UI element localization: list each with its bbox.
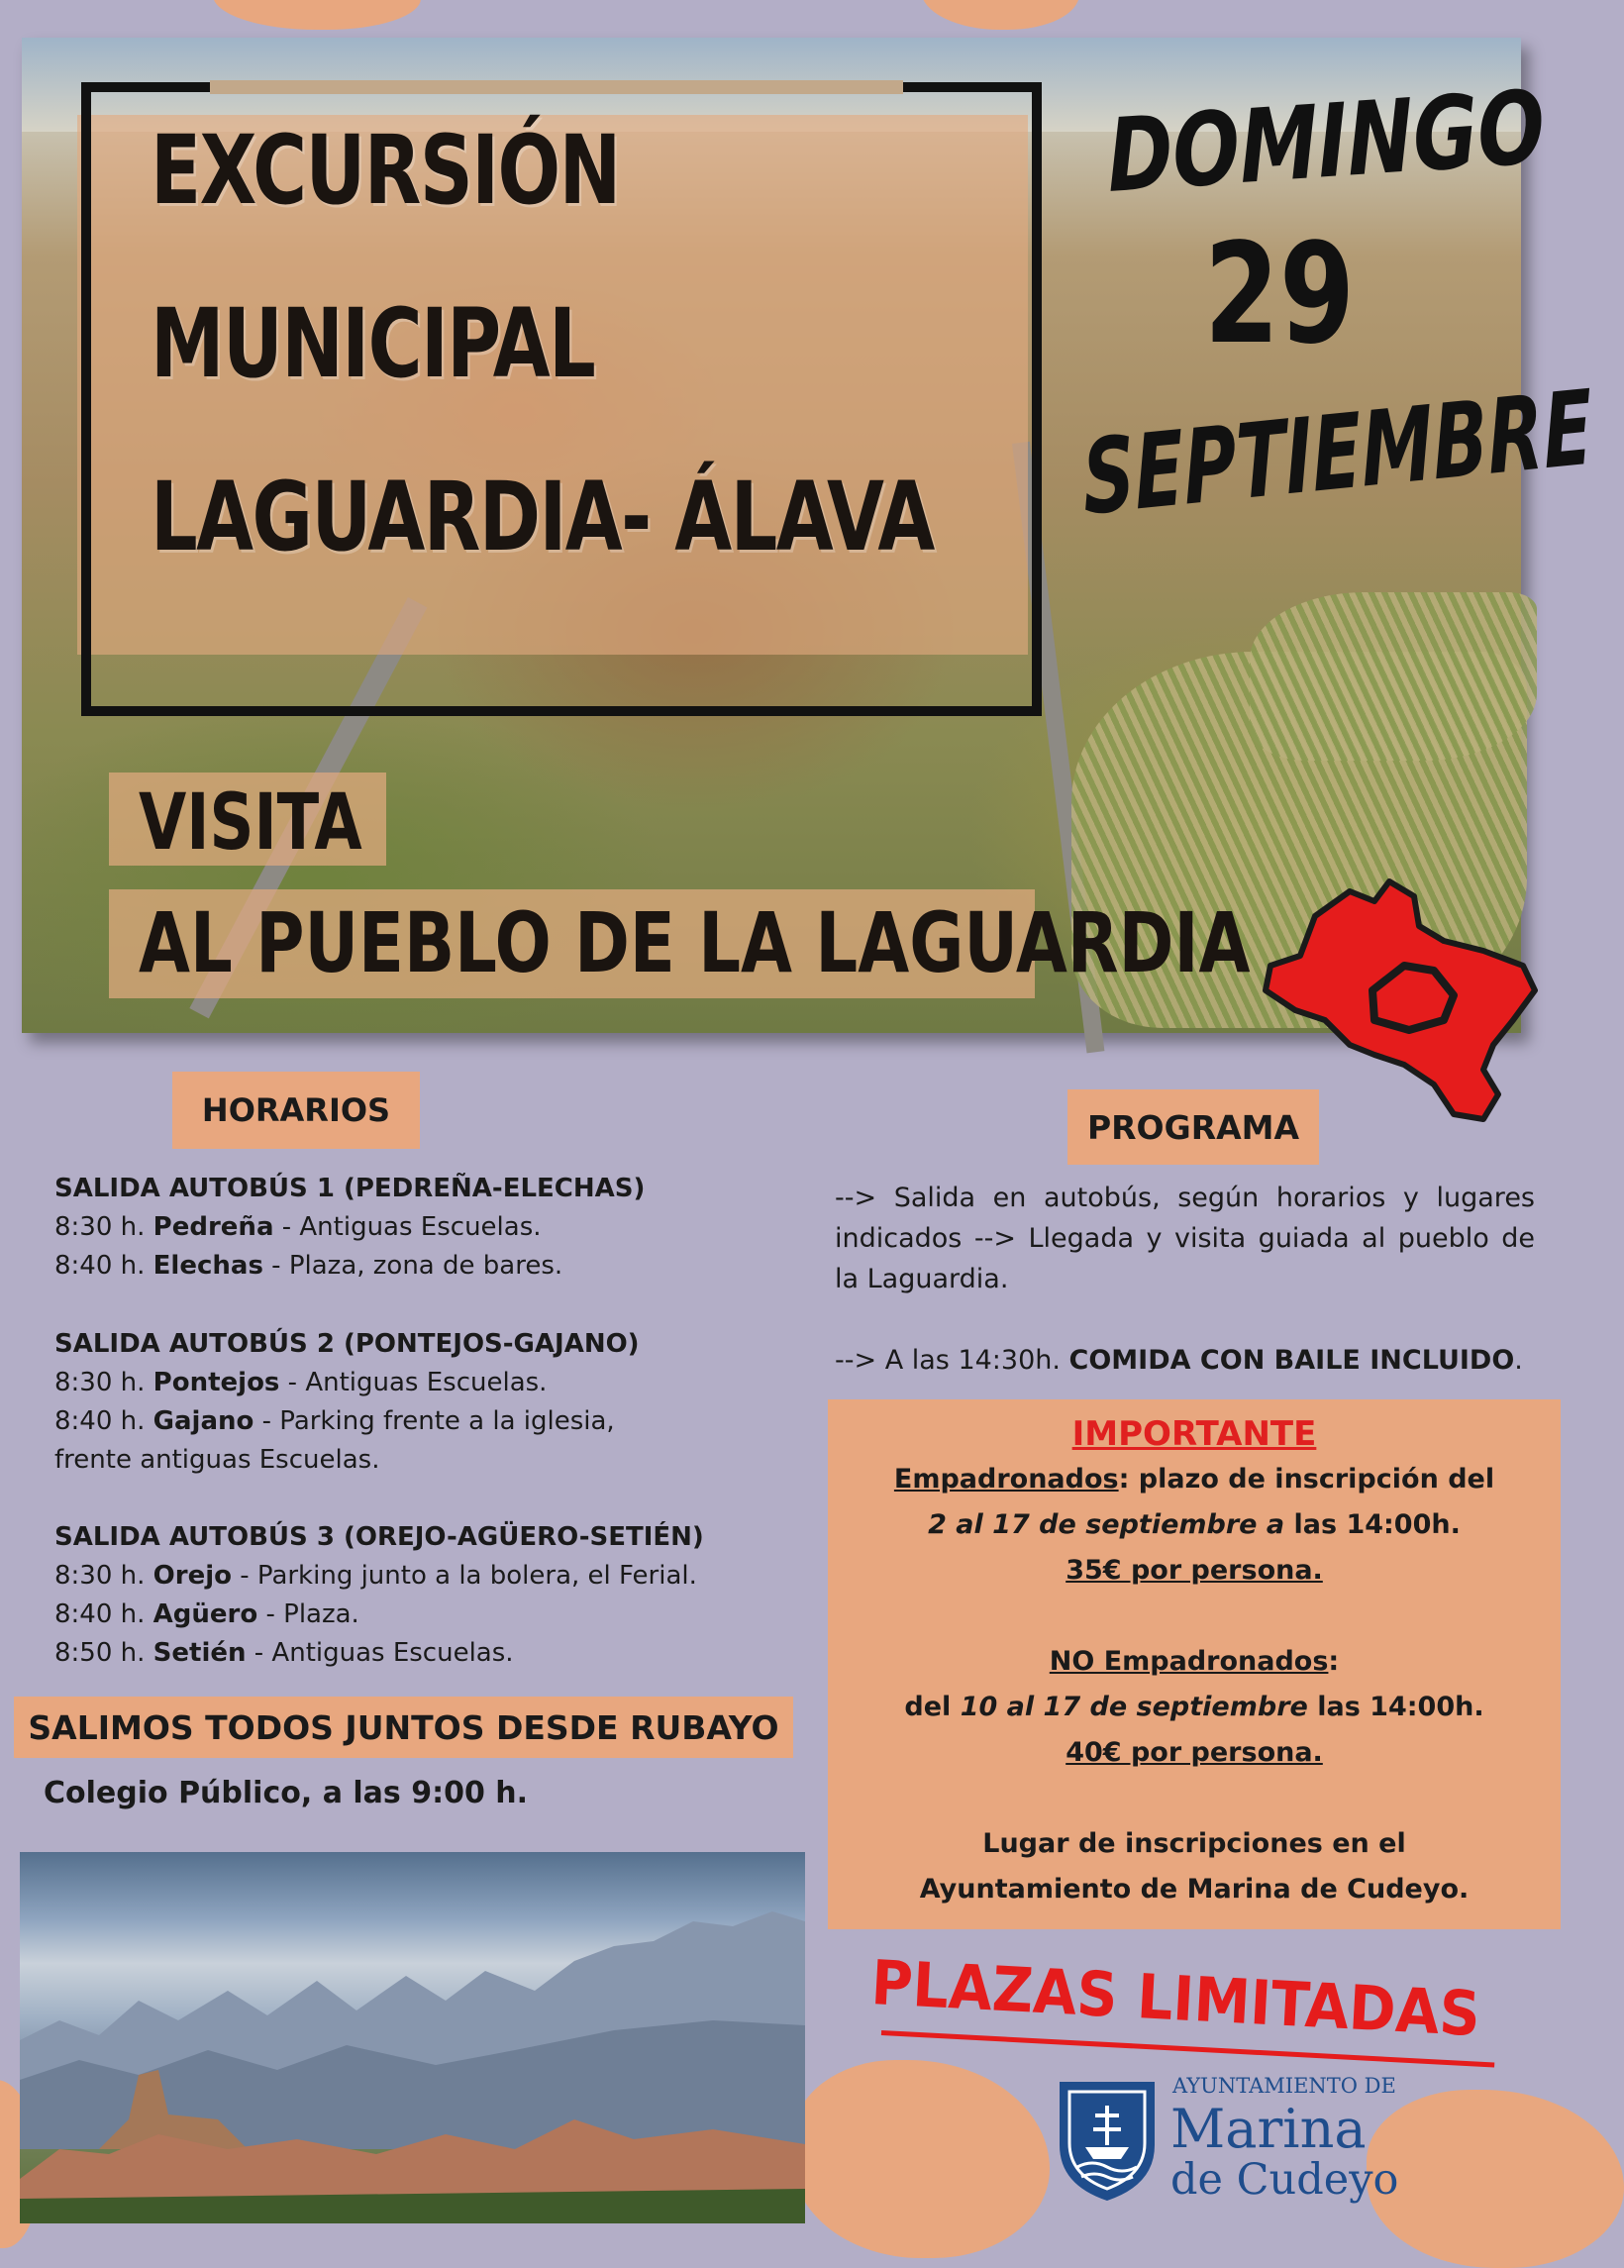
no-del: del xyxy=(904,1692,961,1722)
laguardia-landscape-photo xyxy=(20,1852,805,2223)
programa-text-2 xyxy=(835,1340,1535,1381)
date-month: SEPTIEMBRE xyxy=(1079,366,1595,539)
no-empadronados-dates xyxy=(828,1685,1561,1730)
stop-time: 8:30 h. xyxy=(54,1561,146,1591)
stop-place: Orejo xyxy=(152,1561,233,1591)
empadronados-label: Empadronados xyxy=(893,1464,1119,1495)
empadronados-rest: : plazo de inscripción del xyxy=(1118,1464,1495,1495)
empadronados-dates xyxy=(828,1502,1561,1548)
together-detail: Colegio Público, a las 9:00 h. xyxy=(44,1776,529,1810)
plazas-limitadas: PLAZAS LIMITADAS xyxy=(869,1946,1482,2051)
stop-place: Elechas xyxy=(152,1251,263,1281)
stop-time: 8:30 h. xyxy=(54,1212,146,1242)
stop-time: 8:40 h. xyxy=(54,1599,146,1629)
importante-box xyxy=(828,1399,1561,1929)
place-line-1: Lugar de inscripciones en el xyxy=(982,1828,1406,1859)
empadronados-line xyxy=(828,1457,1561,1502)
title-line-2: MUNICIPAL xyxy=(151,288,595,399)
programa-heading: PROGRAMA xyxy=(1067,1089,1319,1165)
bus-2-stop-2 xyxy=(54,1402,640,1441)
decor-blob-bottom-right xyxy=(792,2060,1050,2258)
stop-place: Pedreña xyxy=(152,1212,274,1242)
empadronados-dates-rest: las 14:00h. xyxy=(1284,1509,1461,1540)
bus-2-extra-line: frente antiguas Escuelas. xyxy=(54,1445,380,1475)
programa-period: . xyxy=(1514,1345,1523,1376)
bus-1-block xyxy=(54,1170,645,1286)
date-weekday: DOMINGO xyxy=(1104,68,1548,216)
bus-2-stop-1 xyxy=(54,1364,640,1402)
bus-3-block xyxy=(54,1518,704,1673)
logo-small-text: AYUNTAMIENTO DE xyxy=(1172,2074,1396,2098)
programa-text-1: --> Salida en autobús, según horarios y lugares indicados --> Llegada y visita guiada al pueblo de la Laguardia. xyxy=(835,1183,1535,1294)
programa-time: --> A las 14:30h. xyxy=(835,1345,1069,1376)
stop-time: 8:40 h. xyxy=(54,1406,146,1436)
place-line-2: Ayuntamiento de Marina de Cudeyo. xyxy=(919,1874,1470,1905)
stop-place: Pontejos xyxy=(152,1368,280,1397)
bus-3-stop-3 xyxy=(54,1634,704,1673)
bus-1-stop-2 xyxy=(54,1247,645,1286)
logo-line-2: de Cudeyo xyxy=(1170,2155,1399,2205)
together-heading: SALIMOS TODOS JUNTOS DESDE RUBAYO xyxy=(14,1697,793,1758)
date-day: 29 xyxy=(1204,214,1355,375)
no-empadronados-line xyxy=(828,1639,1561,1685)
no-dates-italic: 10 al 17 de septiembre xyxy=(960,1692,1308,1722)
logo-line-1: Marina xyxy=(1170,2098,1367,2160)
title-line-3: LAGUARDIA- ÁLAVA xyxy=(151,462,934,572)
coat-of-arms-icon xyxy=(1056,2076,1159,2205)
stop-time: 8:30 h. xyxy=(54,1368,146,1397)
no-empadronados-label: NO Empadronados xyxy=(1049,1646,1329,1677)
bus-3-stop-1 xyxy=(54,1557,704,1596)
decor-blob-bottom-far-right xyxy=(1367,2090,1624,2268)
decor-blob-top-right xyxy=(921,0,1079,30)
vineyard xyxy=(1250,592,1537,761)
stop-detail: - Plaza. xyxy=(257,1599,359,1629)
no-empadronados-colon: : xyxy=(1328,1646,1340,1677)
bus-1-title: SALIDA AUTOBÚS 1 (PEDREÑA-ELECHAS) xyxy=(54,1174,646,1203)
stop-time: 8:50 h. xyxy=(54,1638,146,1668)
programa-meal: COMIDA CON BAILE INCLUIDO xyxy=(1068,1345,1515,1376)
visit-line-1: VISITA xyxy=(139,778,362,868)
stop-place: Gajano xyxy=(152,1406,254,1436)
title-line-1: EXCURSIÓN xyxy=(151,115,620,226)
importante-heading: IMPORTANTE xyxy=(1071,1414,1317,1454)
bus-3-title: SALIDA AUTOBÚS 3 (OREJO-AGÜERO-SETIÉN) xyxy=(54,1522,704,1552)
bus-2-title: SALIDA AUTOBÚS 2 (PONTEJOS-GAJANO) xyxy=(54,1329,640,1359)
visit-line-2: AL PUEBLO DE LA LAGUARDIA xyxy=(139,894,1251,991)
empadronados-dates-italic: 2 al 17 de septiembre a xyxy=(928,1509,1285,1540)
mountains xyxy=(20,1852,805,2223)
stop-detail: - Plaza, zona de bares. xyxy=(262,1251,563,1281)
stop-place: Agüero xyxy=(152,1599,258,1629)
no-empadronados-price: 40€ por persona. xyxy=(1066,1737,1323,1768)
stop-detail: - Antiguas Escuelas. xyxy=(279,1368,548,1397)
bus-2-block xyxy=(54,1325,640,1480)
no-dates-rest: las 14:00h. xyxy=(1307,1692,1484,1722)
empadronados-price: 35€ por persona. xyxy=(1066,1555,1323,1586)
stop-detail: - Antiguas Escuelas. xyxy=(246,1638,514,1668)
horarios-heading: HORARIOS xyxy=(172,1072,420,1149)
stop-time: 8:40 h. xyxy=(54,1251,146,1281)
stop-detail: - Antiguas Escuelas. xyxy=(273,1212,542,1242)
stop-detail: - Parking junto a la bolera, el Ferial. xyxy=(232,1561,697,1591)
bus-3-stop-2 xyxy=(54,1596,704,1634)
bus-1-stop-1 xyxy=(54,1208,645,1247)
stop-place: Setién xyxy=(152,1638,247,1668)
stop-detail: - Parking frente a la iglesia, xyxy=(254,1406,615,1436)
decor-blob-top-left xyxy=(213,0,421,30)
